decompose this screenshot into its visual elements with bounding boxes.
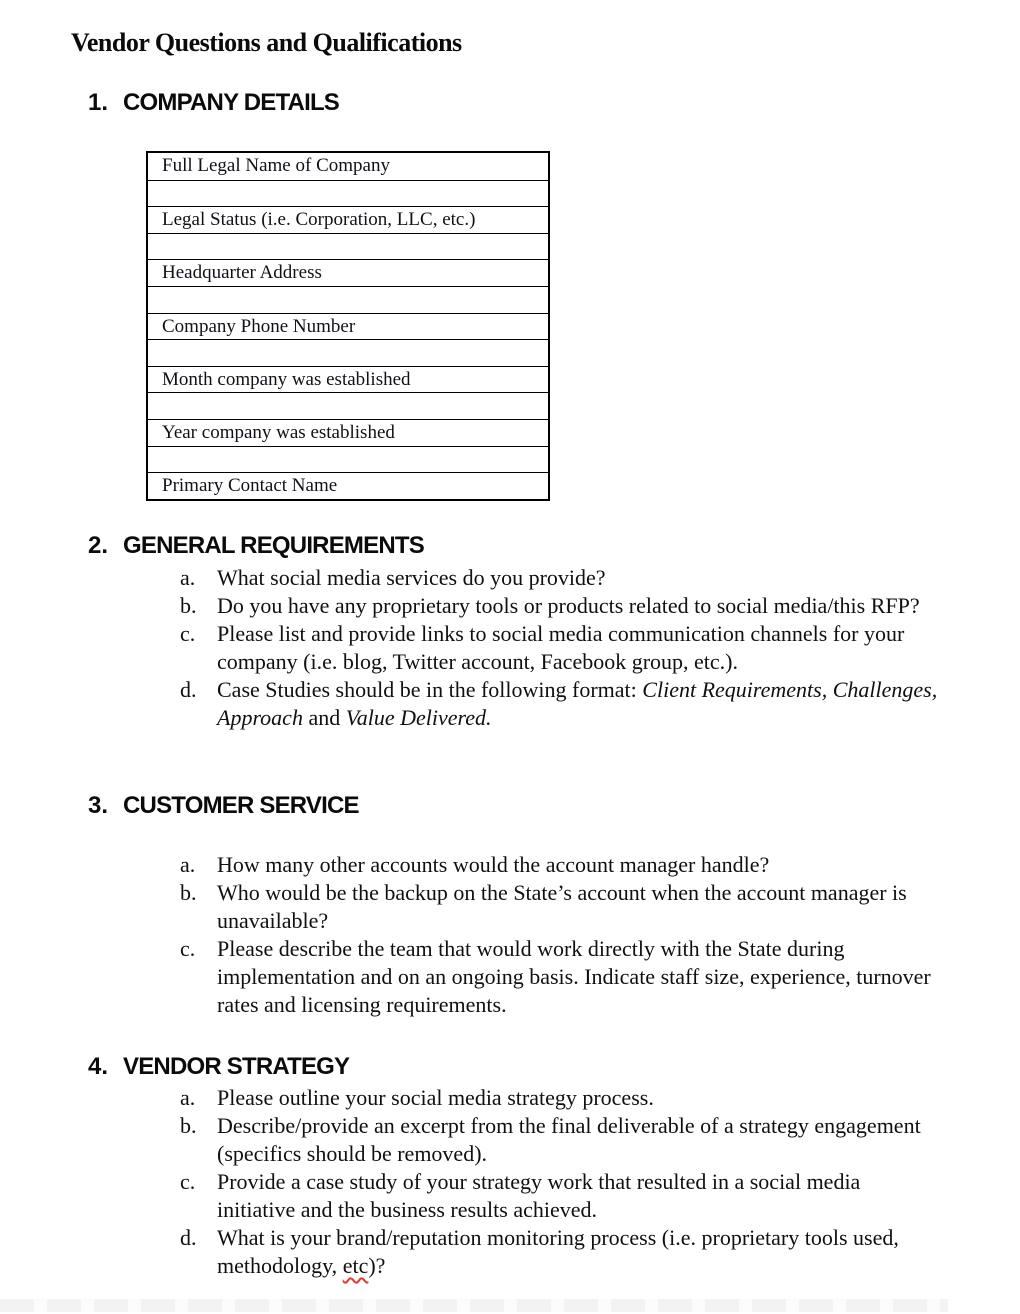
table-label-cell: Month company was established [148, 366, 548, 393]
table-label-cell: Primary Contact Name [148, 472, 548, 499]
list-item-text [217, 1168, 939, 1224]
list-item-text [217, 592, 939, 620]
list-item-letter: a. [180, 852, 196, 877]
section-title: GENERAL REQUIREMENTS [123, 532, 424, 559]
list-item-letter: b. [180, 593, 197, 618]
section-heading-vendor-strategy [88, 1054, 349, 1080]
list-item-letter: b. [180, 1113, 197, 1138]
table-answer-cell[interactable] [148, 233, 548, 260]
list-item-text [217, 1084, 939, 1112]
table-label-cell: Headquarter Address [148, 259, 548, 286]
list-item-text [217, 935, 939, 1019]
text-segment: and [302, 705, 346, 730]
text-segment: How many other accounts would the account manager handle? [217, 852, 770, 877]
list-item [180, 1168, 940, 1224]
list-item-text [217, 1224, 939, 1280]
list-item [180, 935, 940, 1019]
text-segment: Who would be the backup on the State’s account when the account manager is unavailable? [217, 880, 907, 933]
section-number: 3. [88, 792, 109, 819]
section-list-customer-service [180, 851, 940, 1019]
list-item-text [217, 620, 939, 676]
list-item-letter: a. [180, 565, 196, 590]
company-details-table [146, 151, 550, 501]
table-answer-cell[interactable] [148, 180, 548, 207]
text-segment: Please outline your social media strategy process. [217, 1085, 654, 1110]
text-segment: Client Requirements, Challenges, Approach [217, 677, 938, 730]
section-title: VENDOR STRATEGY [123, 1053, 350, 1080]
text-segment: Please describe the team that would work directly with the State during implementation and on an ongoing basis. Indicate staff size, experience, turnover rates and licensing requirements. [217, 936, 931, 1017]
list-item [180, 1112, 940, 1168]
section-number: 2. [88, 532, 109, 559]
table-answer-cell[interactable] [148, 286, 548, 313]
list-item [180, 1084, 940, 1112]
section-number: 4. [88, 1053, 109, 1080]
section-number: 1. [88, 89, 109, 116]
text-segment: Provide a case study of your strategy work that resulted in a social media initiative and the business results achieved. [217, 1169, 861, 1222]
list-item-text [217, 564, 939, 592]
section-heading-company-details [88, 90, 339, 116]
spellcheck-flagged-word: etc [342, 1253, 369, 1278]
list-item [180, 851, 940, 879]
cutoff-next-line-text [0, 1299, 948, 1312]
section-list-vendor-strategy [180, 1084, 940, 1280]
section-heading-general-requirements [88, 533, 424, 559]
table-label-cell: Year company was established [148, 419, 548, 446]
list-item-text [217, 676, 939, 732]
table-label-cell: Legal Status (i.e. Corporation, LLC, etc.) [148, 206, 548, 233]
list-item-letter: c. [180, 621, 196, 646]
list-item-text [217, 851, 939, 879]
document-title: Vendor Questions and Qualifications [71, 28, 462, 57]
list-item [180, 879, 940, 935]
table-answer-cell[interactable] [148, 392, 548, 419]
list-item-text [217, 879, 939, 935]
text-segment: What is your brand/reputation monitoring process (i.e. proprietary tools used, methodology, [217, 1225, 899, 1278]
text-segment: Case Studies should be in the following format: [217, 677, 643, 702]
list-item-letter: d. [180, 677, 197, 702]
text-segment: Please list and provide links to social media communication channels for your company (i.e. blog, Twitter account, Facebook group, etc.). [217, 621, 905, 674]
table-label-cell: Company Phone Number [148, 313, 548, 340]
list-item-letter: c. [180, 936, 196, 961]
list-item-letter: a. [180, 1085, 196, 1110]
list-item-letter: b. [180, 880, 197, 905]
table-label-cell: Full Legal Name of Company [162, 155, 390, 176]
section-heading-customer-service [88, 793, 359, 819]
text-segment: Value Delivered. [345, 705, 492, 730]
text-segment: Do you have any proprietary tools or products related to social media/this RFP? [217, 593, 920, 618]
section-list-general-requirements [180, 564, 940, 732]
list-item [180, 620, 940, 676]
list-item [180, 564, 940, 592]
section-title: CUSTOMER SERVICE [123, 792, 359, 819]
table-answer-cell[interactable] [148, 446, 548, 473]
list-item [180, 1224, 940, 1280]
table-answer-cell[interactable] [148, 339, 548, 366]
section-title: COMPANY DETAILS [123, 89, 340, 116]
list-item-text [217, 1112, 939, 1168]
list-item [180, 592, 940, 620]
text-segment: Describe/provide an excerpt from the final deliverable of a strategy engagement (specifics should be removed). [217, 1113, 921, 1166]
list-item-letter: d. [180, 1225, 197, 1250]
list-item [180, 676, 940, 732]
text-segment: What social media services do you provide? [217, 565, 606, 590]
text-segment: )? [368, 1253, 386, 1278]
list-item-letter: c. [180, 1169, 196, 1194]
